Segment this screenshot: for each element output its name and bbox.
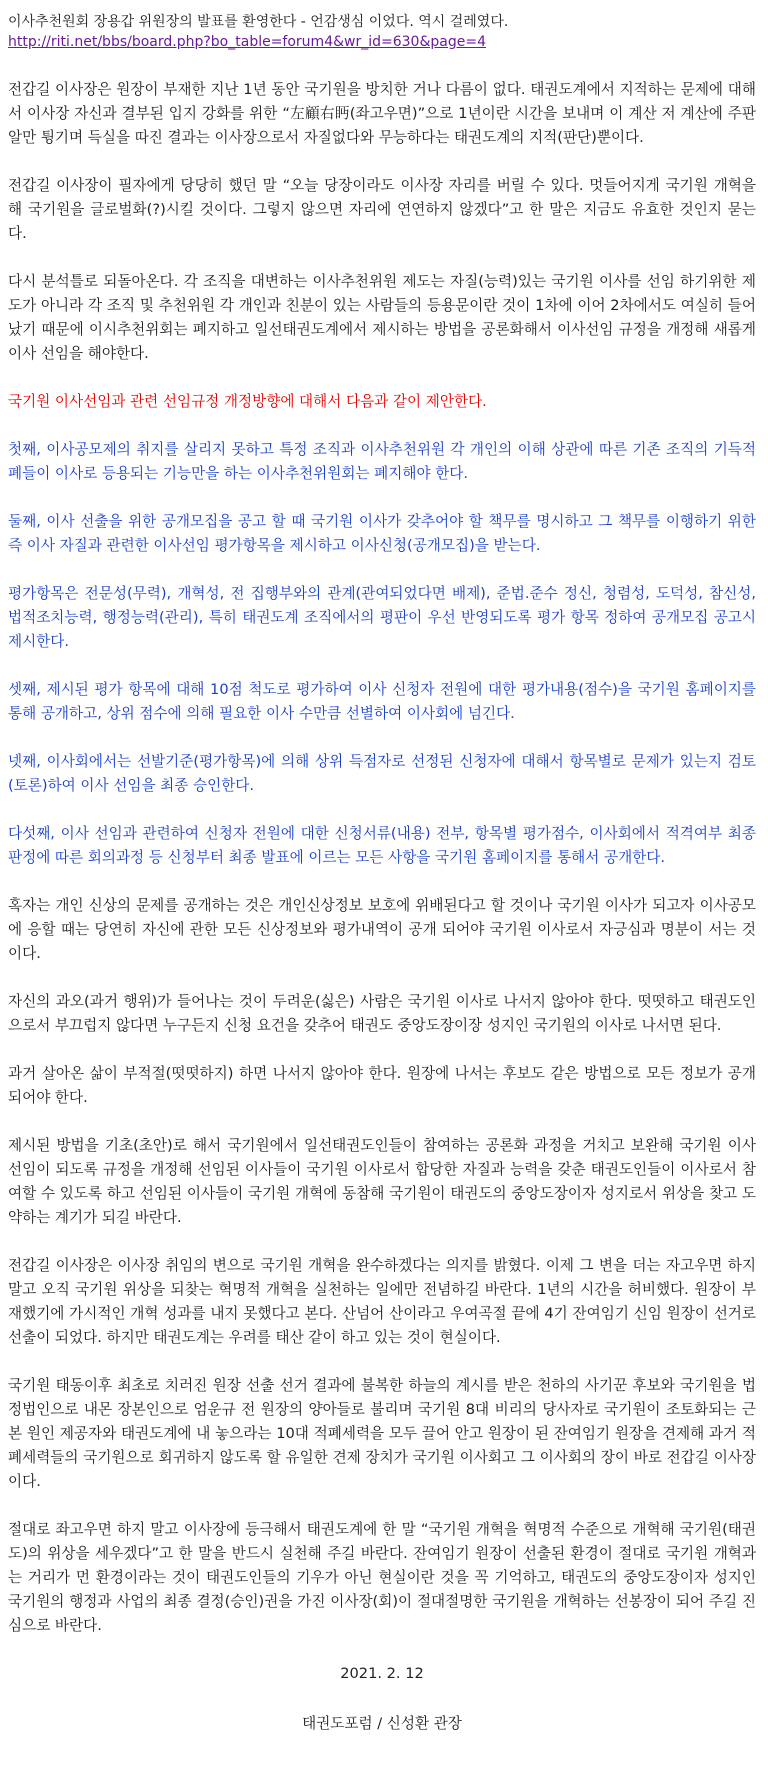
- proposal-second: 둘째, 이사 선출을 위한 공개모집을 공고 할 때 국기원 이사가 갖추어야 할 책무를 명시하고 그 책무를 이행하기 위한 즉 이사 자질과 관련한 이사선임 평가항목을 제시하고 이사신청(공개모집)을 받는다.: [8, 513, 756, 554]
- paragraph-election: 국기원 태동이후 최초로 치러진 원장 선출 선거 결과에 불복한 하늘의 계시를 받은 천하의 사기꾼 후보와 국기원을 법정법인으로 내몬 장본인으로 엄운규 전 원장의 양아들로 불리며 국기원 8대 비리의 당사자로 국기원이 조토화되는 근본 원인 제공자와 태권도계에 내 놓으라는 10대 적폐세력을 모두 끌어 안고 원장이 된 잔여임기 원장을 견제해 과거 적폐세력들의 국기원으로 회귀하지 않도록 할 유일한 견제 장치가 국기원 이사회고 그 이사회의 장이 바로 전갑길 이사장이다.: [8, 1377, 756, 1490]
- proposal-third: 셋째, 제시된 평가 항목에 대해 10점 척도로 평가하여 이사 신청자 전원에 대한 평가내용(점수)을 국기원 홈페이지를 통해 공개하고, 상위 점수에 의해 필요한 이사 수만큼 선별하여 이사회에 넘긴다.: [8, 681, 756, 722]
- paragraph-2: 전갑길 이사장이 필자에게 당당히 했던 말 “오늘 당장이라도 이사장 자리를 버릴 수 있다. 멋들어지게 국기원 개혁을 해 국기원을 글로벌화(?)시킬 것이다. 그렇지 않으면 자리에 연연하지 않겠다”고 한 말은 지금도 유효한 것인지 묻는다.: [8, 177, 757, 242]
- proposal-fifth: 다섯째, 이사 선임과 관련하여 신청자 전원에 대한 신청서류(내용) 전부, 항목별 평가점수, 이사회에서 적격여부 최종 판정에 따른 회의과정 등 신청부터 최종 발표에 이르는 모든 사항을 국기원 홈페이지를 통해서 공개한다.: [8, 825, 756, 866]
- source-link[interactable]: http://riti.net/bbs/board.php?bo_table=forum4&wr_id=630&page=4: [8, 34, 486, 50]
- proposal-first: 첫째, 이사공모제의 취지를 살리지 못하고 특정 조직과 이사추천위원 각 개인의 이해 상관에 따른 기존 조직의 기득적폐들이 이사로 등용되는 기능만을 하는 이사추천위원회는 폐지해야 한다.: [8, 441, 756, 482]
- author-signature: 태권도포럼 / 신성환 관장: [302, 1715, 462, 1732]
- paragraph-1: 전갑길 이사장은 원장이 부재한 지난 1년 동안 국기원을 방치한 거나 다름이 없다. 태권도계에서 지적하는 문제에 대해서 이사장 자신과 결부된 입지 강화를 위한 “左顧右眄(좌고우면)”으로 1년이란 시간을 보내며 이 계산 저 계산에 주판알만 튕기며 득실을 따진 결과는 이사장으로서 자질없다와 무능하다는 태권도계의 지적(판단)뿐이다.: [8, 81, 756, 146]
- paragraph-conclusion: 절대로 좌고우면 하지 말고 이사장에 등극해서 태권도계에 한 말 “국기원 개혁을 혁명적 수준으로 개혁해 국기원(태권도)의 위상을 세우겠다”고 한 말을 반드시 실천해 주길 바란다. 잔여임기 원장이 선출된 환경이 절대로 국기원 개혁과는 거리가 먼 환경이라는 것이 태권도인들의 기우가 아닌 현실이란 것을 꼭 기억하고, 태권도의 중앙도장이자 성지인 국기원의 행정과 사업의 최종 결정(승인)권을 가진 이사장(회)이 절대절명한 국기원을 개혁하는 선봉장이 되어 주길 진심으로 바란다.: [8, 1521, 756, 1634]
- paragraph-chairman: 전갑길 이사장은 이사장 취임의 변으로 국기원 개혁을 완수하겠다는 의지를 밝혔다. 이제 그 변을 더는 자고우면 하지말고 오직 국기원 위상을 되찾는 혁명적 개혁을 실천하는 일에만 전념하길 바란다. 1년의 시간을 허비했다. 원장이 부재했기에 가시적인 개혁 성과를 내지 못했다고 본다. 산넘어 산이라고 우여곡절 끝에 4기 잔여임기 신임 원장이 선거로 선출이 되었다. 하지만 태권도계는 우려를 태산 같이 하고 있는 것이 현실이다.: [8, 1257, 756, 1346]
- proposal-criteria: 평가항목은 전문성(무력), 개혁성, 전 집행부와의 관계(관여되었다면 배제), 준법.준수 정신, 청렴성, 도덕성, 참신성, 법적조치능력, 행정능력(관리), 특히 태권도계 조직에서의 평판이 우선 반영되도록 평가 항목 정하여 공개모집 공고시 제시한다.: [8, 585, 757, 650]
- proposal-fourth: 넷째, 이사회에서는 선발기준(평가항목)에 의해 상위 득점자로 선정된 신청자에 대해서 항목별로 문제가 있는지 검토(토론)하여 이사 선임을 최종 승인한다.: [8, 753, 756, 794]
- article-title: 이사추천원회 장용갑 위원장의 발표를 환영한다 - 언감생심 이었다. 역시 걸레였다.: [8, 14, 509, 30]
- paragraph-candidates: 과거 살아온 삶이 부적절(떳떳하지) 하면 나서지 않아야 한다. 원장에 나서는 후보도 같은 방법으로 모든 정보가 공개 되어야 한다.: [8, 1065, 756, 1106]
- proposal-heading: 국기원 이사선임과 관련 선임규정 개정방향에 대해서 다음과 같이 제안한다.: [8, 393, 487, 410]
- paragraph-past-conduct: 자신의 과오(과거 행위)가 들어나는 것이 두려운(싫은) 사람은 국기원 이사로 나서지 않아야 한다. 떳떳하고 태권도인으로서 부끄럽지 않다면 누구든지 신청 요건을 갖추어 태권도 중앙도장이장 성지인 국기원의 이사로 나서면 된다.: [8, 993, 756, 1034]
- paragraph-method: 제시된 방법을 기초(초안)로 해서 국기원에서 일선태권도인들이 참여하는 공론화 과정을 거치고 보완해 국기원 이사 선임이 되도록 규정을 개정해 선임된 이사들이 국기원 이사로서 합당한 자질과 능력을 갖춘 태권도인들이 이사로서 참여할 수 있도록 하고 선임된 이사들이 국기원 개혁에 동참해 국기원이 태권도의 중앙도장이자 성지로서 위상을 찾고 도약하는 계기가 되길 바란다.: [8, 1137, 756, 1226]
- paragraph-3: 다시 분석틀로 되돌아온다. 각 조직을 대변하는 이사추천위원 제도는 자질(능력)있는 국기원 이사를 선임 하기위한 제도가 아니라 각 조직 및 추천위원 각 개인과 친분이 있는 사람들의 등용문이란 것이 1차에 이어 2차에서도 여실히 들어 났기 때문에 이시추천위회는 폐지하고 일선태권도계에서 제시하는 방법을 공론화해서 이사선임 규정을 개정해 새롭게 이사 선임을 해야한다.: [8, 273, 756, 362]
- paragraph-privacy: 혹자는 개인 신상의 문제를 공개하는 것은 개인신상정보 보호에 위배된다고 할 것이나 국기원 이사가 되고자 이사공모에 응할 때는 당연히 자신에 관한 모든 신상정보와 평가내역이 공개 되어야 국기원 이사로서 자긍심과 명분이 서는 것이다.: [8, 897, 756, 962]
- article-date: 2021. 2. 12: [340, 1665, 424, 1682]
